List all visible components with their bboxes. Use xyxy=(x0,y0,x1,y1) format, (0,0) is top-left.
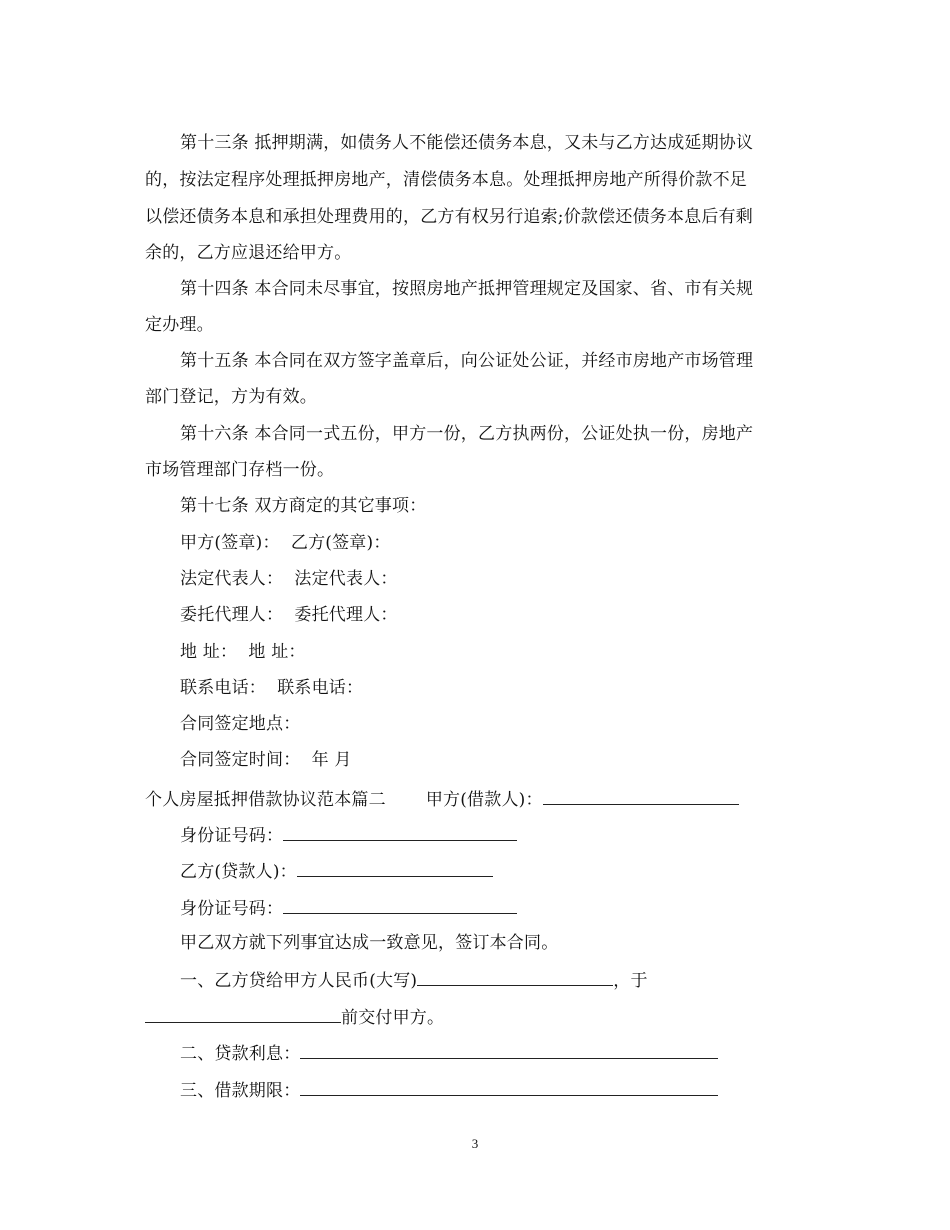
page-number: 3 xyxy=(471,1136,479,1151)
clause-1-mid: ，于 xyxy=(613,971,648,991)
address-line: 地 址： 地 址： xyxy=(180,642,306,662)
agreement-intro: 甲乙双方就下列事宜达成一致意见，签订本合同。 xyxy=(180,933,559,953)
loan-amount-blank[interactable] xyxy=(417,967,613,986)
party-signature-line: 甲方(签章)： 乙方(签章)： xyxy=(180,533,391,553)
clause-3-line xyxy=(180,1077,718,1103)
article-16-line-2: 市场管理部门存档一份。 xyxy=(145,460,335,480)
party-a-blank[interactable] xyxy=(543,786,739,805)
article-13-line-2: 的，按法定程序处理抵押房地产，清偿债务本息。处理抵押房地产所得价款不足 xyxy=(145,170,747,190)
article-16-line-1: 第十六条 本合同一式五份，甲方一份，乙方执两份，公证处执一份，房地产 xyxy=(180,424,754,444)
party-a-id-line xyxy=(180,822,517,848)
party-b-id-label: 身份证号码： xyxy=(180,899,284,919)
contract-2-title: 个人房屋抵押借款协议范本篇二 xyxy=(145,790,386,810)
article-13-line-3: 以偿还债务本息和承担处理费用的，乙方有权另行追索;价款偿还债务本息后有剩 xyxy=(145,207,753,227)
signing-place-line: 合同签定地点： xyxy=(180,714,301,734)
party-b-line xyxy=(180,858,493,884)
clause-1-line-2 xyxy=(145,1004,444,1030)
clause-3-label: 三、借款期限： xyxy=(180,1081,301,1101)
article-17: 第十七条 双方商定的其它事项： xyxy=(180,496,427,516)
article-13-line-4: 余的，乙方应退还给甲方。 xyxy=(145,243,352,263)
party-b-blank[interactable] xyxy=(297,858,493,877)
contract-2-header-line xyxy=(145,786,739,812)
party-a-label: 甲方(借款人)： xyxy=(425,790,543,810)
article-15-line-2: 部门登记，方为有效。 xyxy=(145,387,317,407)
clause-2-label: 二、贷款利息： xyxy=(180,1044,301,1064)
authorized-agent-line: 委托代理人： 委托代理人： xyxy=(180,605,398,625)
party-b-id-line xyxy=(180,895,517,921)
article-14-line-1: 第十四条 本合同未尽事宜，按照房地产抵押管理规定及国家、省、市有关规 xyxy=(180,279,754,299)
article-15-line-1: 第十五条 本合同在双方签字盖章后，向公证处公证，并经市房地产市场管理 xyxy=(180,351,754,371)
clause-1-end: 前交付甲方。 xyxy=(341,1008,445,1028)
clause-1-start: 一、乙方贷给甲方人民币(大写) xyxy=(180,971,418,991)
party-b-id-blank[interactable] xyxy=(283,895,517,914)
loan-interest-blank[interactable] xyxy=(300,1040,718,1059)
party-b-label: 乙方(贷款人)： xyxy=(180,862,297,882)
article-14-line-2: 定办理。 xyxy=(145,315,214,335)
clause-1-line-1 xyxy=(180,967,648,993)
delivery-date-blank[interactable] xyxy=(145,1004,341,1023)
phone-line: 联系电话： 联系电话： xyxy=(180,678,364,698)
clause-2-line xyxy=(180,1040,718,1066)
legal-representative-line: 法定代表人： 法定代表人： xyxy=(180,569,398,589)
party-a-id-label: 身份证号码： xyxy=(180,826,284,846)
loan-term-blank[interactable] xyxy=(300,1077,718,1096)
signing-time-line: 合同签定时间： 年 月 xyxy=(180,750,352,770)
article-13-line-1: 第十三条 抵押期满，如债务人不能偿还债务本息，又未与乙方达成延期协议 xyxy=(180,133,754,153)
party-a-id-blank[interactable] xyxy=(283,822,517,841)
